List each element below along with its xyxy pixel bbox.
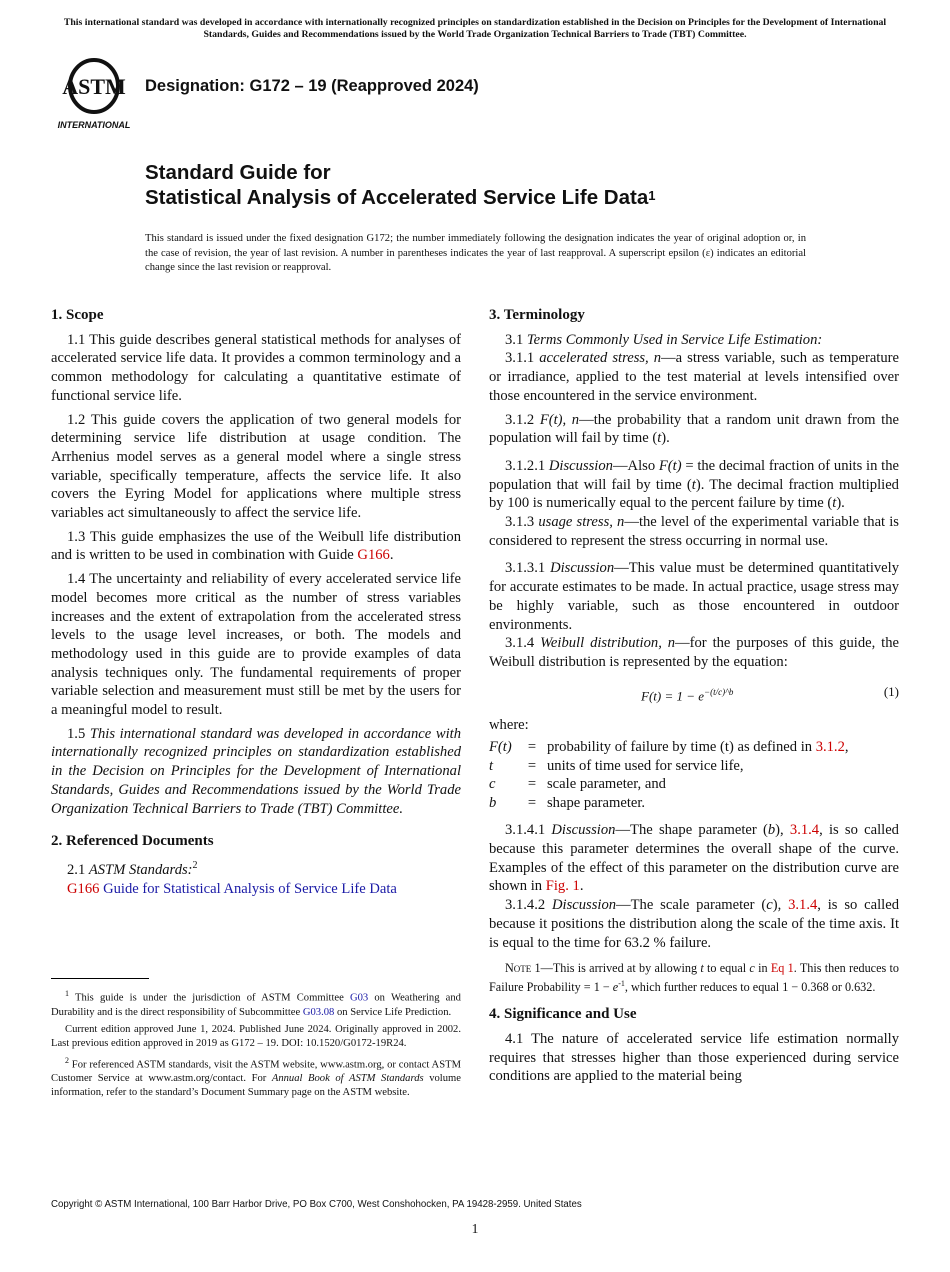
header-note: This international standard was developed in accordance with internationally recognized principles on standardization established in the Decision on Principles for the Development of International Standards, Guides and Recommendations issued by the World Trade Organization Technical Barriers to Trade (TBT) Committee.	[63, 17, 887, 40]
where-label: where:	[489, 716, 529, 733]
link-eq-1[interactable]: Eq 1	[770, 961, 794, 976]
reference-entry-g166[interactable]: G166 Guide for Statistical Analysis of Service Life Data	[67, 880, 397, 897]
definition-row: b = shape parameter.	[489, 794, 646, 811]
link-3-1-2[interactable]: 3.1.2	[815, 739, 845, 756]
astm-logo	[55, 58, 133, 130]
definition-row: t = units of time used for service life,	[489, 757, 744, 774]
issue-note: This standard is issued under the fixed designation G172; the number immediately following the designation indicates the year of original adoption or, in the case of revision, the year of last revision. A number in parentheses indicates the year of last reapproval. A superscript epsilon (ε) indicates an editorial change since the last revision or reapproval.	[145, 233, 806, 273]
link-g03-08[interactable]: G03.08	[302, 1006, 335, 1018]
paragraph-3-1-2: 3.1.2 F(t), n—the probability that a random unit drawn from the population will fail by time (t).	[489, 411, 899, 447]
link-3-1-4-b[interactable]: 3.1.4	[788, 897, 818, 914]
footnotes	[51, 987, 461, 1100]
link-g03[interactable]: G03	[349, 992, 369, 1004]
logo-subtext: INTERNATIONAL	[57, 120, 131, 130]
paragraph-1-3: 1.3 This guide emphasizes the use of the Weibull life distribution and is written to be used in combination with Guide G166.	[51, 528, 461, 564]
left-column	[51, 306, 461, 898]
paragraph-3-1-3: 3.1.3 usage stress, n—the level of the experimental variable that is considered to represent the stress occurring in normal use.	[489, 514, 899, 549]
paragraph-3-1-1: 3.1.1 accelerated stress, n—a stress variable, such as temperature or irradiance, applied to the test material at levels intensified over those encountered in the service environment.	[489, 350, 899, 404]
footnote-edition: Current edition approved June 1, 2024. Published June 2024. Originally approved in 2002. Last previous edition approved in 2019 as G172 – 19. DOI: 10.1520/G0172-19R24.	[51, 1023, 461, 1049]
link-3-1-4[interactable]: 3.1.4	[789, 822, 820, 839]
designation: Designation: G172 – 19 (Reapproved 2024)	[145, 77, 479, 95]
paragraph-1-4: 1.4 The uncertainty and reliability of every accelerated service life model becomes more critical as the number of stress variables increases and the extent of extrapolation from the accelerated stress levels to the usage level increases, or both. The models and methodology used in this guide are to provide examples of data analysis techniques only. The fundamental requirements of proper variable selection and measurement must still be met by the users for a meaningful model to result.	[51, 571, 461, 719]
right-column	[489, 306, 899, 1086]
symbol-definitions	[489, 738, 849, 812]
footnote-1: $^1$ This guide is under the jurisdiction of ASTM Committee G03 on Weathering and Durability and is the direct responsibility of Subcommittee G03.08 on Service Life Prediction.	[51, 989, 461, 1018]
section-heading-terminology: 3. Terminology	[489, 307, 585, 323]
section-heading-referenced: 2. Referenced Documents	[51, 833, 214, 850]
paragraph-1-1: 1.1 This guide describes general statistical methods for analyses of accelerated service life data. It provides a common terminology and a common methodology for calculating a quantitative estimate of functional service life.	[51, 331, 461, 404]
paragraph-4-1: 4.1 The nature of accelerated service life estimation normally requires that stresses higher than those experienced during service conditions are applied to the material being	[489, 1031, 899, 1085]
paragraph-3-1-4-1: 3.1.4.1 Discussion—The shape parameter (b), 3.1.4, is so called because this parameter determines the overall shape of the curve. Examples of the effect of this parameter on the distribution curve are shown in Fig. 1.	[489, 822, 899, 895]
logo-text: ASTM	[62, 74, 126, 99]
title-footnote-mark: 1	[648, 188, 656, 203]
link-g166[interactable]: G166	[357, 547, 390, 564]
paragraph-1-2: 1.2 This guide covers the application of two general models for determining service life distribution at usage condition. The Arrhenius model serves as a general model where a single stress variable, specifically temperature, affects the service life. It also covers the Eyring Model for applications where multiple stress variables act simultaneously to affect the service life.	[51, 411, 461, 522]
paragraph-3-1-4-2: 3.1.4.2 Discussion—The scale parameter (c), 3.1.4, is so called because it positions the distribution along the scale of the time axis. It is equal to the time for 63.2 % failure.	[489, 897, 899, 951]
definition-row: c = scale parameter, and	[489, 776, 666, 793]
paragraph-3-1-2-1: 3.1.2.1 Discussion—Also F(t) = the decimal fraction of units in the population that will fail by time (t). The decimal fraction multiplied by 100 is numerically equal to the percent failure by time (t).	[489, 457, 899, 512]
footnote-2: $^2$ For referenced ASTM standards, visit the ASTM website, www.astm.org, or contact ASTM Customer Service at www.astm.org/contact. For Annual Book of ASTM Standards volume information, refer to the standard’s Document Summary page on the ASTM website.	[51, 1055, 461, 1099]
page-title	[145, 160, 655, 210]
paragraph-3-1-3-1: 3.1.3.1 Discussion—This value must be determined quantitatively for accurate estimates to be made. In actual practice, usage stress may be highly variable, such as those encountered in outdoor environments.	[489, 560, 900, 633]
link-fig-1[interactable]: Fig. 1	[545, 878, 580, 895]
paragraph-3-1-4: 3.1.4 Weibull distribution, n—for the purposes of this guide, the Weibull distribution is represented by the equation:	[489, 635, 899, 670]
title-line-2: Statistical Analysis of Accelerated Service Life Data$^1$	[145, 186, 656, 209]
paragraph-3-1: 3.1 Terms Commonly Used in Service Life Estimation:	[505, 331, 823, 348]
copyright-notice: Copyright © ASTM International, 100 Barr Harbor Drive, PO Box C700, West Conshohocken, PA 19428-2959. United States	[51, 1199, 582, 1210]
equation-body: $F(t) = 1 - e^{-(t/c)\^{}b}$	[641, 686, 734, 703]
note-1: Note 1—This is arrived at by allowing t to equal c in Eq 1. This then reduces to Failure Probability = $1 - e^{-1}$, which further reduces to equal 1 − 0.368 or 0.632.	[489, 961, 899, 995]
equation-1	[489, 674, 899, 708]
footnote-divider	[51, 978, 149, 979]
astm-logo-icon	[55, 58, 133, 130]
paragraph-1-5: 1.5 This international standard was developed in accordance with internationally recognized principles on standardization established in the Decision on Principles for the Development of International Standards, Guides and Recommendations issued by the World Trade Organization Technical Barriers to Trade (TBT) Committee.	[51, 725, 462, 817]
paragraph-2-1: 2.1 ASTM Standards:$^2$	[67, 859, 198, 878]
section-heading-significance: 4. Significance and Use	[489, 1006, 637, 1023]
equation-number: (1)	[883, 683, 899, 699]
page-number: 1	[471, 1221, 479, 1236]
section-heading-scope: 1. Scope	[51, 307, 104, 323]
title-line-1: Standard Guide for	[145, 161, 331, 184]
definition-row: F(t) = probability of failure by time (t) as defined in 3.1.2,	[489, 739, 849, 756]
